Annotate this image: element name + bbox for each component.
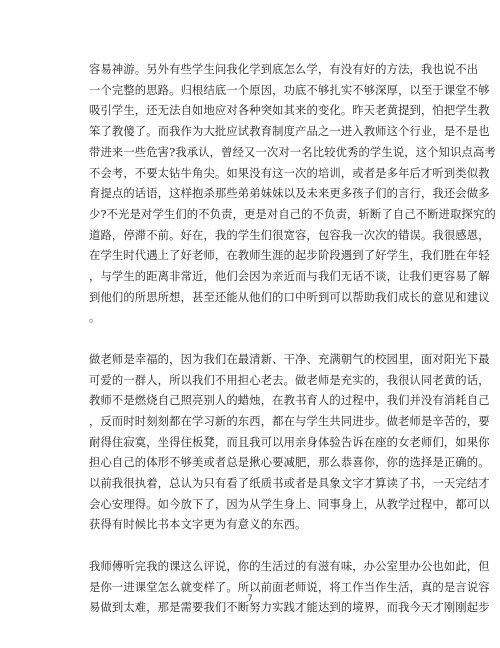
- text-line: 一个完整的思路。归根结底一个原因，功底不够扎实不够深厚，以至于课堂不够: [89, 83, 490, 97]
- text-line: 容易神游。另外有些学生问我化学到底怎么学，有没有好的方法，我也说不出: [89, 63, 479, 76]
- text-line: 少?不光是对学生们的不负责，更是对自己的不负责，斩断了自己不断进取探究的: [89, 207, 496, 221]
- text-line: ，与学生的距离非常近，他们会因为亲近而与我们无话不谈，让我们更容易了解: [89, 270, 490, 284]
- text-line: 笨了教傻了。而我作为大批应试教育制度产品之一进入教师这个行业，是不是也: [89, 125, 490, 139]
- text-line: 带进来一些危害?我承认，曾经又一次对一名比较优秀的学生说，这个知识点高考: [89, 145, 496, 159]
- text-line: ，反而时时刻刻都在学习新的东西，都在与学生共同进步。做老师是辛苦的，要: [89, 414, 490, 428]
- paragraph: [89, 557, 490, 619]
- paragraph: [89, 350, 490, 536]
- text-line: 担心自己的体形不够美或者总是揪心要减肥，那么恭喜你，你的选择是正确的。: [89, 456, 490, 470]
- text-line: 以前我很执着，总认为只有看了纸质书或者是具象文字才算读了书，一天完结才: [89, 477, 490, 491]
- text-line: 在学生时代遇上了好老师，在教师生涯的起步阶段遇到了好学生，我们胜在年轻: [89, 249, 490, 263]
- text-line: 不会考，不要太钻牛角尖。如果没有这一次的培训，或者是多年后才听到类似教: [89, 166, 490, 180]
- text-line: 耐得住寂寞，坐得住板凳，而且我可以用亲身体验告诉在座的女老师们，如果你: [89, 435, 490, 449]
- text-line: 到他们的所思所想，甚至还能从他们的口中听到可以帮助我们成长的意见和建议: [89, 290, 490, 304]
- document-body: [89, 60, 496, 619]
- paragraph: [89, 60, 496, 329]
- text-line: 我师傅听完我的课这么评说，你的生活过的有滋有味，办公室里办公也如此，但: [89, 559, 490, 573]
- text-line: 做老师是幸福的，因为我们在最清新、干净、充满朝气的校园里，面对阳光下最: [89, 352, 490, 366]
- text-line: 道路，停滞不前。好在，我的学生们很宽容，包容我一次次的错误。我很感恩，: [89, 228, 490, 242]
- text-line: 会心安理得。如今放下了，因为从学生身上、同事身上，从教学过程中，都可以: [89, 497, 490, 511]
- text-line: 。: [89, 311, 101, 325]
- text-line: 可爱的一群人，所以我们不用担心老去。做老师是充实的，我很认同老黄的话，: [89, 373, 490, 387]
- text-line: 是你一进课堂怎么就变样了。所以前面老师说，将工作当作生活，真的是言说容: [89, 580, 490, 594]
- page-number: 7: [247, 594, 253, 604]
- text-line: 教师不是燃烧自己照亮别人的蜡烛，在教书育人的过程中，我们并没有消耗自己: [89, 394, 490, 408]
- text-line: 获得有时候比书本文字更为有意义的东西。: [89, 518, 307, 532]
- text-line: 易做到太难，那是需要我们不断努力实践才能达到的境界，而我今天才刚刚起步: [89, 601, 490, 615]
- text-line: 吸引学生，还无法自如地应对各种突如其来的变化。昨天老黄提到，怕把学生教: [89, 104, 490, 118]
- text-line: 育提点的话语，这样抱杀那些弟弟妹妹以及未来更多孩子们的言行，我还会做多: [89, 187, 490, 201]
